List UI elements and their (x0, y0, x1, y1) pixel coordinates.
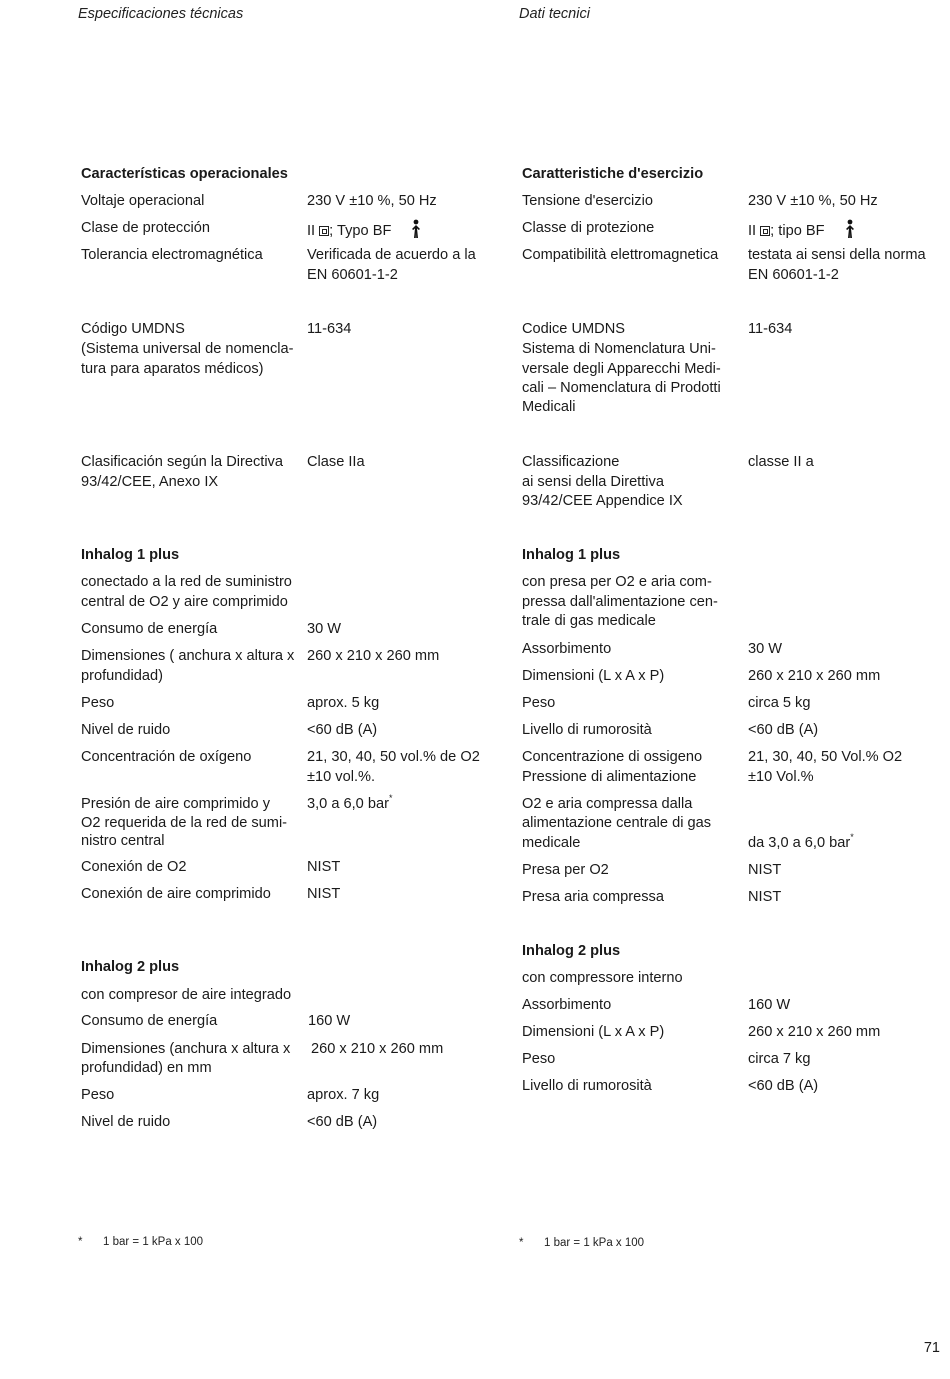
es-inhalog1-weight-value: aprox. 5 kg (307, 695, 380, 711)
it-inhalog1-pressure-label-1: O2 e aria compressa dalla (522, 796, 693, 812)
it-inhalog2-power-label: Assorbimento (522, 997, 612, 1013)
es-inhalog1-o2-value-2: ±10 vol.%. (307, 769, 376, 785)
es-footnote-star: * (78, 1236, 83, 1248)
it-emc-value-2: EN 60601-1-2 (748, 267, 839, 283)
es-umdns-label-1: Código UMDNS (81, 321, 185, 337)
es-inhalog2-weight-value: aprox. 7 kg (307, 1087, 380, 1103)
it-inhalog1-power-value: 30 W (748, 641, 783, 657)
it-protection-type: ; tipo BF (770, 223, 825, 239)
es-umdns-label-3: tura para aparatos médicos) (81, 361, 264, 377)
es-inhalog1-pressure-label-2: O2 requerida de la red de sumi- (81, 815, 288, 831)
it-inhalog1-pressure-label-3: medicale (522, 835, 581, 851)
it-footnote-star: * (519, 1237, 524, 1249)
type-bf-body-icon (409, 219, 423, 239)
es-class-label-2: 93/42/CEE, Anexo IX (81, 474, 219, 490)
it-umdns-label-3: versale degli Apparecchi Medi- (522, 361, 721, 377)
it-umdns-value: 11-634 (748, 321, 793, 337)
es-inhalog1-power-value: 30 W (307, 621, 342, 637)
header-right: Dati tecnici (519, 6, 590, 22)
it-inhalog2-weight-label: Peso (522, 1051, 556, 1067)
it-class-value: classe II a (748, 454, 814, 470)
it-inhalog1-dim-label: Dimensioni (L x A x P) (522, 668, 665, 684)
es-class-value: Clase IIa (307, 454, 365, 470)
es-inhalog1-airconn-label: Conexión de aire comprimido (81, 886, 271, 902)
es-emc-value-2: EN 60601-1-2 (307, 267, 398, 283)
es-footnote (78, 1236, 203, 1248)
it-inhalog1-pressure-text: da 3,0 a 6,0 bar (748, 835, 851, 851)
it-protection-class: II (748, 223, 757, 239)
es-protection-value (307, 219, 423, 242)
es-inhalog2-desc: con compresor de aire integrado (81, 987, 292, 1003)
es-umdns-value: 11-634 (307, 321, 352, 337)
es-footnote-marker: * (388, 793, 393, 804)
it-inhalog1-power-label: Assorbimento (522, 641, 612, 657)
es-inhalog1-pressure-label-3: nistro central (81, 833, 165, 849)
it-inhalog1-airconn-label: Presa aria compressa (522, 889, 664, 905)
it-emc-value-1: testata ai sensi della norma (748, 247, 926, 263)
es-inhalog2-dim-label-2: profundidad) en mm (81, 1060, 212, 1076)
es-emc-label: Tolerancia electromagnética (81, 247, 263, 263)
type-bf-body-icon (843, 219, 857, 239)
class-ii-double-box-icon (319, 226, 329, 236)
it-protection-label: Classe di protezione (522, 220, 655, 236)
it-inhalog1-title: Inhalog 1 plus (522, 547, 621, 563)
it-inhalog2-weight-value: circa 7 kg (748, 1051, 811, 1067)
page-number: 71 (923, 1340, 940, 1356)
es-inhalog1-weight-label: Peso (81, 695, 115, 711)
it-inhalog1-pressure-value (748, 834, 854, 854)
es-inhalog2-power-value: 160 W (308, 1013, 351, 1029)
es-inhalog2-power-label: Consumo de energía (81, 1013, 218, 1029)
es-emc-value-1: Verificada de acuerdo a la (307, 247, 476, 263)
it-inhalog1-noise-label: Livello di rumorosità (522, 722, 652, 738)
it-inhalog2-desc: con compressore interno (522, 970, 683, 986)
it-inhalog1-weight-label: Peso (522, 695, 556, 711)
es-voltage-value: 230 V ±10 %, 50 Hz (307, 193, 437, 209)
es-inhalog1-title: Inhalog 1 plus (81, 547, 180, 563)
es-voltage-label: Voltaje operacional (81, 193, 205, 209)
it-inhalog1-o2conn-label: Presa per O2 (522, 862, 609, 878)
it-voltage-label: Tensione d'esercizio (522, 193, 653, 209)
es-inhalog1-pressure-label-1: Presión de aire comprimido y (81, 796, 270, 812)
es-inhalog1-dim-label-2: profundidad) (81, 668, 163, 684)
es-inhalog1-noise-value: <60 dB (A) (307, 722, 378, 738)
header-left: Especificaciones técnicas (78, 6, 244, 22)
es-inhalog2-noise-value: <60 dB (A) (307, 1114, 378, 1130)
es-inhalog2-dim-label-1: Dimensiones (anchura x altura x (81, 1041, 291, 1057)
it-inhalog2-noise-label: Livello di rumorosità (522, 1078, 652, 1094)
it-inhalog1-o2-value-1: 21, 30, 40, 50 Vol.% O2 (748, 749, 903, 765)
es-inhalog1-o2-label: Concentración de oxígeno (81, 749, 252, 765)
it-inhalog1-o2-label-2: Pressione di alimentazione (522, 769, 697, 785)
es-inhalog1-o2-value-1: 21, 30, 40, 50 vol.% de O2 (307, 749, 480, 765)
it-protection-value (748, 219, 857, 242)
es-inhalog1-o2conn-label: Conexión de O2 (81, 859, 187, 875)
es-inhalog1-o2conn-value: NIST (307, 859, 341, 875)
it-inhalog1-o2conn-value: NIST (748, 862, 782, 878)
it-inhalog2-noise-value: <60 dB (A) (748, 1078, 819, 1094)
es-inhalog2-noise-label: Nivel de ruido (81, 1114, 171, 1130)
it-inhalog1-desc-1: con presa per O2 e aria com- (522, 574, 712, 590)
it-inhalog2-dim-value: 260 x 210 x 260 mm (748, 1024, 881, 1040)
it-class-label-2: ai sensi della Direttiva (522, 474, 664, 490)
es-inhalog1-dim-value: 260 x 210 x 260 mm (307, 648, 440, 664)
it-inhalog1-o2-label-1: Concentrazione di ossigeno (522, 749, 703, 765)
it-inhalog1-desc-3: trale di gas medicale (522, 613, 656, 629)
it-umdns-label-2: Sistema di Nomenclatura Uni- (522, 341, 716, 357)
es-inhalog1-pressure-value (307, 795, 392, 815)
it-operational-title: Caratteristiche d'esercizio (522, 166, 704, 182)
it-inhalog1-noise-value: <60 dB (A) (748, 722, 819, 738)
it-inhalog1-desc-2: pressa dall'alimentazione cen- (522, 594, 718, 610)
es-inhalog1-airconn-value: NIST (307, 886, 341, 902)
es-inhalog2-title: Inhalog 2 plus (81, 959, 180, 975)
es-inhalog2-weight-label: Peso (81, 1087, 115, 1103)
es-umdns-label-2: (Sistema universal de nomencla- (81, 341, 294, 357)
it-inhalog1-airconn-value: NIST (748, 889, 782, 905)
it-inhalog2-title: Inhalog 2 plus (522, 943, 621, 959)
es-inhalog1-desc-1: conectado a la red de suministro (81, 574, 292, 590)
it-voltage-value: 230 V ±10 %, 50 Hz (748, 193, 878, 209)
it-class-label-1: Classificazione (522, 454, 620, 470)
es-inhalog1-noise-label: Nivel de ruido (81, 722, 171, 738)
es-inhalog1-power-label: Consumo de energía (81, 621, 218, 637)
it-class-label-3: 93/42/CEE Appendice IX (522, 493, 683, 509)
it-emc-label: Compatibilità elettromagnetica (522, 247, 719, 263)
es-inhalog1-dim-label-1: Dimensiones ( anchura x altura x (81, 648, 295, 664)
es-class-label-1: Clasificación según la Directiva (81, 454, 283, 470)
it-inhalog1-dim-value: 260 x 210 x 260 mm (748, 668, 881, 684)
it-inhalog1-pressure-label-2: alimentazione centrale di gas (522, 815, 712, 831)
es-operational-title: Características operacionales (81, 166, 288, 182)
class-ii-double-box-icon (760, 226, 770, 236)
es-inhalog2-dim-value: 260 x 210 x 260 mm (311, 1041, 444, 1057)
es-inhalog1-desc-2: central de O2 y aire comprimido (81, 594, 288, 610)
it-inhalog2-power-value: 160 W (748, 997, 791, 1013)
it-umdns-label-4: cali – Nomenclatura di Prodotti (522, 380, 721, 396)
it-inhalog1-o2-value-2: ±10 Vol.% (748, 769, 814, 785)
it-footnote-marker: * (850, 832, 854, 843)
it-umdns-label-5: Medicali (522, 399, 576, 415)
it-footnote (519, 1237, 644, 1249)
it-inhalog2-dim-label: Dimensioni (L x A x P) (522, 1024, 665, 1040)
es-protection-type: ; Typo BF (329, 223, 392, 239)
it-umdns-label-1: Codice UMDNS (522, 321, 625, 337)
es-footnote-text: 1 bar = 1 kPa x 100 (103, 1236, 204, 1248)
es-inhalog1-pressure-text: 3,0 a 6,0 bar (307, 796, 389, 812)
es-protection-class: II (307, 223, 316, 239)
es-protection-label: Clase de protección (81, 220, 210, 236)
it-inhalog1-weight-value: circa 5 kg (748, 695, 811, 711)
it-footnote-text: 1 bar = 1 kPa x 100 (544, 1237, 645, 1249)
